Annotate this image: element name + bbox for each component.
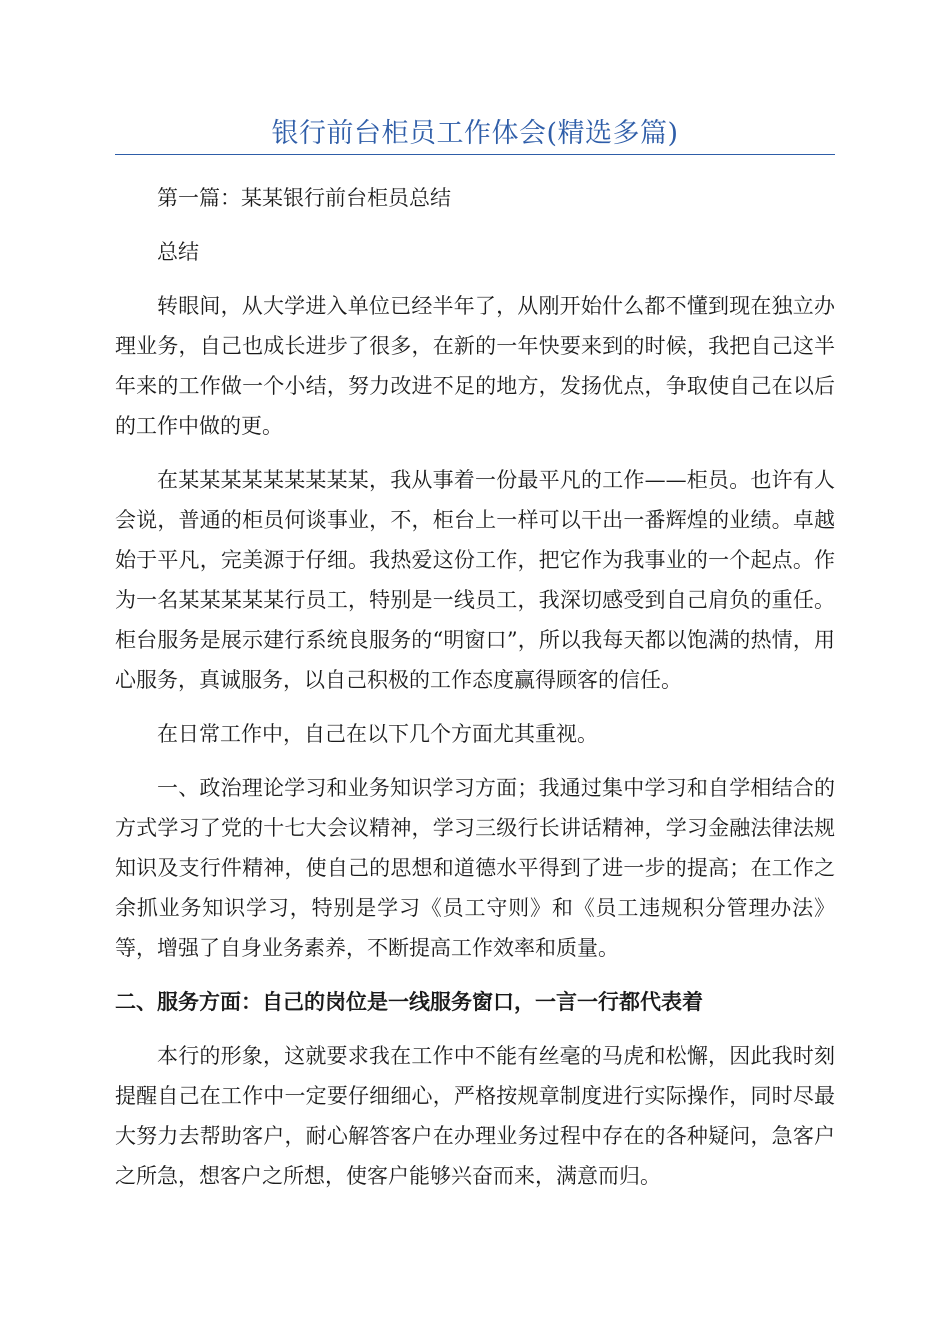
paragraph-summary-label: 总结 xyxy=(157,240,199,264)
document-body xyxy=(115,178,835,1210)
paragraph-teller-role: 在某某某某某某某某某，我从事着一份最平凡的工作——柜员。也许有人会说，普通的柜员何谈事业，不，柜台上一样可以干出一番辉煌的业绩。卓越始于平凡，完美源于仔细。我热爱这份工作，把它作为我事业的一个起点。作为一名某某某某某行员工，特别是一线员工，我深切感受到自己肩负的重任。柜台服务是展示建行系统良服务的“明窗口”，所以我每天都以饱满的热情，用心服务，真诚服务，以自己积极的工作态度赢得顾客的信任。 xyxy=(115,468,835,692)
paragraph-study: 一、政治理论学习和业务知识学习方面；我通过集中学习和自学相结合的方式学习了党的十七大会议精神，学习三级行长讲话精神，学习金融法律法规知识及支行件精神，使自己的思想和道德水平得到了进一步的提高；在工作之余抓业务知识学习，特别是学习《员工守则》和《员工违规积分管理办法》等，增强了自身业务素养，不断提高工作效率和质量。 xyxy=(115,776,835,960)
paragraph-heading-part1: 第一篇：某某银行前台柜员总结 xyxy=(157,186,451,210)
document-title: 银行前台柜员工作体会(精选多篇) xyxy=(271,118,679,149)
paragraph-service: 本行的形象，这就要求我在工作中不能有丝毫的马虎和松懈，因此我时刻提醒自己在工作中一定要仔细细心，严格按规章制度进行实际操作，同时尽最大努力去帮助客户，耐心解答客户在办理业务过程中存在的各种疑问，急客户之所急，想客户之所想，使客户能够兴奋而来，满意而归。 xyxy=(115,1044,835,1188)
paragraph-intro: 转眼间，从大学进入单位已经半年了，从刚开始什么都不懂到现在独立办理业务，自己也成长进步了很多，在新的一年快要来到的时候，我把自己这半年来的工作做一个小结，努力改进不足的地方，发扬优点，争取使自己在以后的工作中做的更。 xyxy=(115,294,835,438)
title-underline xyxy=(115,154,835,155)
paragraph-daily-work: 在日常工作中，自己在以下几个方面尤其重视。 xyxy=(157,722,598,746)
section-heading-service: 二、服务方面：自己的岗位是一线服务窗口，一言一行都代表着 xyxy=(115,990,703,1014)
